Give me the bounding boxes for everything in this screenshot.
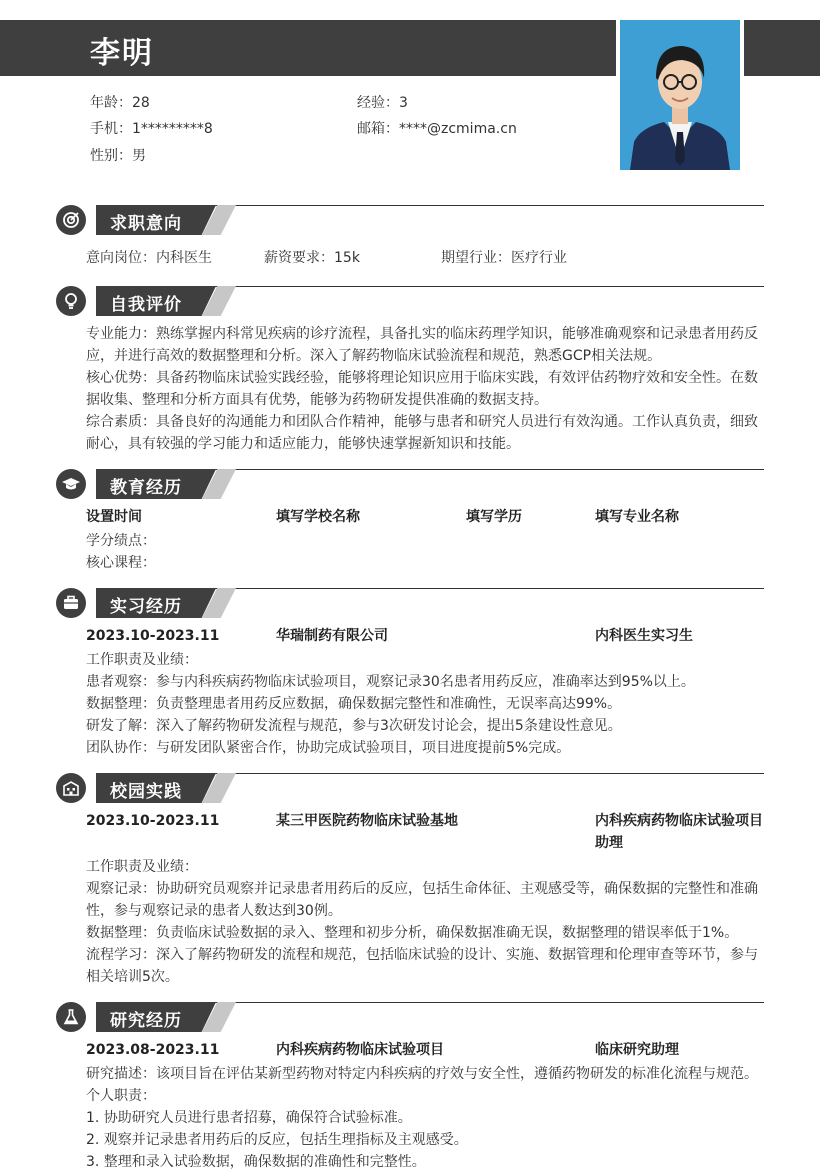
target-icon: [56, 205, 86, 235]
section-header: [56, 588, 764, 618]
campus-line: 观察记录：协助研究员观察并记录患者用药后的反应，包括生命体征、主观感受等，确保数据的完整性和准确: [86, 881, 758, 897]
education-school: 填写学校名称: [276, 509, 360, 525]
phone-value: 1*********8: [132, 121, 213, 137]
section-header: [56, 469, 764, 499]
section-title: 自我评价: [110, 295, 182, 315]
education-major: 填写专业名称: [595, 509, 679, 525]
research-details: [86, 1063, 764, 1173]
candidate-name: 李明: [90, 36, 154, 71]
section-research: [56, 1002, 764, 1170]
section-header: [56, 1002, 764, 1032]
education-gpa: 学分绩点：: [86, 533, 156, 549]
internship-line: 团队协作：与研发团队紧密合作，协助完成试验项目，项目进度提前5%完成。: [86, 740, 571, 756]
experience-label: 经验：: [357, 95, 399, 111]
research-line: 个人职责：: [86, 1088, 156, 1104]
gender-label: 性别：: [90, 148, 132, 164]
self-eval-line: 耐心，具有较强的学习能力和适应能力，能够快速掌握新知识和技能。: [86, 436, 520, 452]
intent-position: 意向岗位：内科医生: [86, 250, 212, 266]
internship-line: 患者观察：参与内科疾病药物临床试验项目，观察记录30名患者用药反应，准确率达到95%以上。: [86, 674, 695, 690]
bulb-icon: [56, 286, 86, 316]
section-self-evaluation: [56, 286, 764, 458]
research-line: 研究描述：该项目旨在评估某新型药物对特定内科疾病的疗效与安全性，遵循药物研发的标准化流程与规范。: [86, 1066, 758, 1082]
intent-industry: 期望行业：医疗行业: [441, 250, 567, 266]
section-campus-practice: [56, 773, 764, 993]
gender-value: 男: [132, 148, 146, 164]
education-courses: 核心课程：: [86, 555, 156, 571]
profile-photo: [620, 20, 740, 170]
internship-line: 研发了解：深入了解药物研发流程与规范，参与3次研发讨论会，提出5条建设性意见。: [86, 718, 622, 734]
section-title: 教育经历: [110, 478, 182, 498]
age-value: 28: [132, 95, 150, 111]
section-title: 研究经历: [110, 1011, 182, 1031]
header-bar-right: [744, 20, 820, 76]
section-header: [56, 286, 764, 316]
experience-value: 3: [399, 95, 408, 111]
gender-field: [90, 145, 146, 165]
campus-line: 流程学习：深入了解药物研发的流程和规范，包括临床试验的设计、实施、数据管理和伦理审查等环节，参与: [86, 947, 758, 963]
age-label: 年龄：: [90, 95, 132, 111]
internship-line: 工作职责及业绩：: [86, 652, 198, 668]
experience-field: [357, 92, 408, 112]
campus-details: [86, 856, 764, 988]
self-eval-line: 综合素质：具备良好的沟通能力和团队合作精神，能够与患者和研究人员进行有效沟通。工作认真负责，细致: [86, 414, 758, 430]
section-education: [56, 469, 764, 579]
self-eval-line: 专业能力：熟练掌握内科常见疾病的诊疗流程，具备扎实的临床药理学知识，能够准确观察和记录患者用药反: [86, 326, 758, 342]
campus-line: 工作职责及业绩：: [86, 859, 198, 875]
section-title: 求职意向: [110, 214, 182, 234]
flask-icon: [56, 1002, 86, 1032]
campus-line: 数据整理：负责临床试验数据的录入、整理和初步分析，确保数据准确无误，数据整理的错误率低于1%。: [86, 925, 739, 941]
email-value: ****@zcmima.cn: [399, 121, 517, 137]
education-degree: 填写学历: [466, 509, 522, 525]
internship-role: 内科医生实习生: [595, 628, 693, 644]
building-icon: [56, 773, 86, 803]
internship-time: 2023.10-2023.11: [86, 628, 220, 644]
section-internship: [56, 588, 764, 763]
research-time: 2023.08-2023.11: [86, 1042, 220, 1058]
campus-line: 相关培训5次。: [86, 969, 179, 985]
campus-role-cont: 助理: [595, 835, 623, 851]
email-field: [357, 118, 517, 138]
section-title: 校园实践: [110, 782, 182, 802]
self-eval-line: 核心优势：具备药物临床试验实践经验，能够将理论知识应用于临床实践，有效评估药物疗效和安全性。在数: [86, 370, 758, 386]
research-org: 内科疾病药物临床试验项目: [276, 1042, 444, 1058]
self-eval-line: 应，并进行高效的数据整理和分析。深入了解药物临床试验流程和规范，熟悉GCP相关法规。: [86, 348, 662, 364]
intent-salary: 薪资要求：15k: [264, 250, 360, 266]
internship-line: 数据整理：负责整理患者用药反应数据，确保数据完整性和准确性，无误率高达99%。: [86, 696, 622, 712]
graduation-cap-icon: [56, 469, 86, 499]
age-field: [90, 92, 150, 112]
self-eval-line: 据收集、整理和分析方面具有优势，能够为药物研发提供准确的数据支持。: [86, 392, 548, 408]
campus-line: 性，参与观察记录的患者人数达到30例。: [86, 903, 342, 919]
briefcase-icon: [56, 588, 86, 618]
internship-org: 华瑞制药有限公司: [276, 628, 388, 644]
section-job-intent: [56, 205, 764, 275]
email-label: 邮箱：: [357, 121, 399, 137]
campus-org: 某三甲医院药物临床试验基地: [276, 813, 458, 829]
phone-label: 手机：: [90, 121, 132, 137]
campus-time: 2023.10-2023.11: [86, 813, 220, 829]
phone-field: [90, 118, 213, 138]
research-line: 2. 观察并记录患者用药后的反应，包括生理指标及主观感受。: [86, 1132, 468, 1148]
section-header: [56, 205, 764, 235]
research-line: 3. 整理和录入试验数据，确保数据的准确性和完整性。: [86, 1154, 426, 1170]
research-line: 1. 协助研究人员进行患者招募，确保符合试验标准。: [86, 1110, 412, 1126]
section-title: 实习经历: [110, 597, 182, 617]
education-time: 设置时间: [86, 509, 142, 525]
research-role: 临床研究助理: [595, 1042, 679, 1058]
self-eval-text: [86, 323, 764, 455]
internship-details: [86, 649, 764, 759]
section-header: [56, 773, 764, 803]
campus-role: 内科疾病药物临床试验项目: [595, 813, 763, 829]
